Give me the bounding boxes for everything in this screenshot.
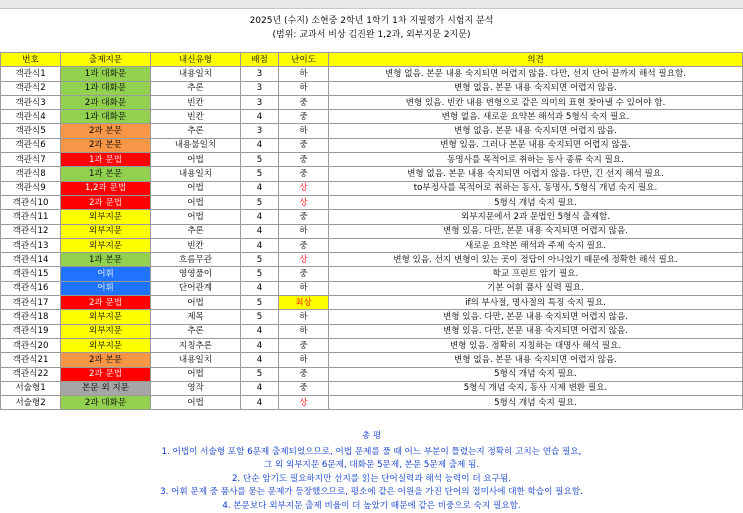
- summary-section: [0, 430, 743, 513]
- question-score: 4: [241, 353, 279, 367]
- table-row: [1, 310, 743, 324]
- question-type: 흐름무관: [151, 253, 241, 267]
- question-score: 4: [241, 181, 279, 195]
- question-level: 중: [279, 153, 329, 167]
- question-type: 어법: [151, 296, 241, 310]
- question-type: 내용일치: [151, 67, 241, 81]
- question-note: 변형 있음. 빈칸 내용 변형으로 같은 의미의 표현 찾아낼 수 있어야 함.: [329, 95, 743, 109]
- question-level: 중: [279, 238, 329, 252]
- table-row: [1, 281, 743, 295]
- question-note: 새로운 요약본 해석과 주제 숙지 필요.: [329, 238, 743, 252]
- question-number: 객관식11: [1, 210, 61, 224]
- question-level: 하: [279, 67, 329, 81]
- question-level: 중: [279, 367, 329, 381]
- question-score: 4: [241, 138, 279, 152]
- question-number: 객관식15: [1, 267, 61, 281]
- question-source: 1과 대화문: [61, 67, 151, 81]
- analysis-table: [0, 52, 743, 410]
- question-level: 하: [279, 224, 329, 238]
- question-level: 상: [279, 181, 329, 195]
- question-score: 4: [241, 396, 279, 410]
- question-note: 동명사를 목적어로 취하는 동사 종류 숙지 필요.: [329, 153, 743, 167]
- question-number: 객관식16: [1, 281, 61, 295]
- header-level: 난이도: [279, 53, 329, 67]
- question-source: 외부지문: [61, 210, 151, 224]
- question-note: 외부지문에서 2과 문법인 5형식 출제함.: [329, 210, 743, 224]
- question-score: 5: [241, 195, 279, 209]
- question-number: 객관식10: [1, 195, 61, 209]
- question-level: 상: [279, 253, 329, 267]
- question-source: 외부지문: [61, 224, 151, 238]
- question-source: 어휘: [61, 267, 151, 281]
- table-row: [1, 296, 743, 310]
- question-level: 상: [279, 195, 329, 209]
- question-type: 단어관계: [151, 281, 241, 295]
- table-row: [1, 153, 743, 167]
- question-score: 5: [241, 310, 279, 324]
- question-level: 하: [279, 324, 329, 338]
- question-type: 어법: [151, 181, 241, 195]
- question-score: 5: [241, 153, 279, 167]
- question-type: 빈칸: [151, 110, 241, 124]
- question-type: 내용불일치: [151, 138, 241, 152]
- question-score: 3: [241, 95, 279, 109]
- question-number: 객관식14: [1, 253, 61, 267]
- question-type: 추론: [151, 324, 241, 338]
- question-level: 중: [279, 110, 329, 124]
- question-type: 내용일치: [151, 353, 241, 367]
- question-type: 추론: [151, 224, 241, 238]
- question-source: 외부지문: [61, 238, 151, 252]
- table-row: [1, 138, 743, 152]
- table-header-row: [1, 53, 743, 67]
- question-level: 중: [279, 267, 329, 281]
- question-level: 하: [279, 353, 329, 367]
- question-note: 변형 없음. 새로운 요약본 해석과 5형식 숙지 필요.: [329, 110, 743, 124]
- question-number: 객관식6: [1, 138, 61, 152]
- question-level: 중: [279, 95, 329, 109]
- question-number: 서술형1: [1, 381, 61, 395]
- table-row: [1, 181, 743, 195]
- question-type: 어법: [151, 367, 241, 381]
- question-note: 학교 프린트 암기 필요.: [329, 267, 743, 281]
- table-row: [1, 95, 743, 109]
- question-note: 변형 있음. 그러나 본문 내용 숙지되면 어렵지 않음.: [329, 138, 743, 152]
- question-number: 객관식22: [1, 367, 61, 381]
- question-source: 2과 본문: [61, 138, 151, 152]
- question-score: 4: [241, 381, 279, 395]
- table-row: [1, 253, 743, 267]
- question-note: 5형식 개념 숙지 필요.: [329, 367, 743, 381]
- spreadsheet-top-strip: [0, 0, 743, 9]
- question-source: 2과 본문: [61, 124, 151, 138]
- question-number: 객관식5: [1, 124, 61, 138]
- question-note: 변형 없음. 본문 내용 숙지되면 어렵지 않음.: [329, 81, 743, 95]
- question-note: 변형 없음. 본문 내용 숙지되면 어렵지 않음. 다만, 긴 선지 해석 필요.: [329, 167, 743, 181]
- question-number: 객관식19: [1, 324, 61, 338]
- question-level: 최상: [279, 296, 329, 310]
- question-source: 2과 문법: [61, 367, 151, 381]
- question-level: 하: [279, 281, 329, 295]
- page-subtitle: (범위: 교과서 비상 김진완 1,2과, 외부지문 2지문): [0, 28, 743, 42]
- question-score: 5: [241, 296, 279, 310]
- summary-line: 3. 어휘 문제 중 품사를 묻는 문제가 등장했으므로, 평소에 같은 어원을 가진 단어의 접미사에 대한 학습이 필요함.: [0, 486, 743, 500]
- question-number: 객관식7: [1, 153, 61, 167]
- question-score: 3: [241, 67, 279, 81]
- header-number: 번호: [1, 53, 61, 67]
- question-score: 4: [241, 338, 279, 352]
- question-note: if의 부사절, 명사절의 특징 숙지 필요.: [329, 296, 743, 310]
- question-source: 2과 대화문: [61, 396, 151, 410]
- question-type: 어법: [151, 396, 241, 410]
- question-note: 기본 어휘 품사 실력 필요.: [329, 281, 743, 295]
- table-row: [1, 81, 743, 95]
- question-source: 1과 대화문: [61, 81, 151, 95]
- question-score: 4: [241, 324, 279, 338]
- question-type: 어법: [151, 195, 241, 209]
- question-number: 서술형2: [1, 396, 61, 410]
- question-level: 중: [279, 381, 329, 395]
- question-note: 변형 없음. 본문 내용 숙지되면 어렵지 않음.: [329, 353, 743, 367]
- question-type: 제목: [151, 310, 241, 324]
- table-row: [1, 338, 743, 352]
- question-type: 추론: [151, 81, 241, 95]
- title-block: [0, 14, 743, 42]
- table-row: [1, 381, 743, 395]
- question-number: 객관식3: [1, 95, 61, 109]
- question-note: 변형 없음. 본문 내용 숙지되면 어렵지 않음. 다만, 선지 단어 끝까지 해석 필요함.: [329, 67, 743, 81]
- summary-line: 그 외 외부지문 6문제, 대화문 5문제, 본문 5문제 출제 됨.: [0, 459, 743, 473]
- question-level: 중: [279, 338, 329, 352]
- question-note: 변형 있음. 정확히 지칭하는 대명사 해석 필요.: [329, 338, 743, 352]
- question-note: 변형 없음. 본문 내용 숙지되면 어렵지 않음.: [329, 124, 743, 138]
- question-note: 변형 있음. 다만, 본문 내용 숙지되면 어렵지 않음.: [329, 310, 743, 324]
- question-level: 상: [279, 396, 329, 410]
- table-row: [1, 367, 743, 381]
- question-source: 외부지문: [61, 338, 151, 352]
- question-note: 5형식 개념 숙지 필요.: [329, 396, 743, 410]
- question-source: 2과 대화문: [61, 95, 151, 109]
- question-number: 객관식20: [1, 338, 61, 352]
- question-source: 1과 본문: [61, 253, 151, 267]
- question-source: 1과 문법: [61, 153, 151, 167]
- question-type: 지칭추론: [151, 338, 241, 352]
- question-source: 2과 문법: [61, 195, 151, 209]
- table-row: [1, 353, 743, 367]
- question-level: 중: [279, 167, 329, 181]
- table-row: [1, 67, 743, 81]
- table-row: [1, 167, 743, 181]
- question-type: 추론: [151, 124, 241, 138]
- question-number: 객관식17: [1, 296, 61, 310]
- question-number: 객관식9: [1, 181, 61, 195]
- question-source: 1과 대화문: [61, 110, 151, 124]
- question-number: 객관식13: [1, 238, 61, 252]
- question-score: 4: [241, 224, 279, 238]
- question-level: 하: [279, 81, 329, 95]
- question-source: 1,2과 문법: [61, 181, 151, 195]
- question-type: 영작: [151, 381, 241, 395]
- question-number: 객관식8: [1, 167, 61, 181]
- question-type: 빈칸: [151, 238, 241, 252]
- question-source: 1과 본문: [61, 167, 151, 181]
- question-score: 3: [241, 124, 279, 138]
- question-type: 영영풀이: [151, 267, 241, 281]
- question-score: 4: [241, 210, 279, 224]
- table-row: [1, 224, 743, 238]
- question-number: 객관식4: [1, 110, 61, 124]
- question-number: 객관식18: [1, 310, 61, 324]
- question-level: 하: [279, 310, 329, 324]
- question-score: 3: [241, 81, 279, 95]
- table-row: [1, 324, 743, 338]
- table-row: [1, 210, 743, 224]
- table-row: [1, 195, 743, 209]
- summary-line: 4. 본문보다 외부지문 출제 비율이 더 높았기 때문에 같은 비중으로 숙지 필요함.: [0, 500, 743, 513]
- header-score: 배점: [241, 53, 279, 67]
- question-score: 4: [241, 238, 279, 252]
- question-number: 객관식2: [1, 81, 61, 95]
- question-source: 외부지문: [61, 310, 151, 324]
- summary-title: 총 평: [0, 430, 743, 444]
- question-source: 2과 본문: [61, 353, 151, 367]
- question-note: 변형 있음. 다만, 본문 내용 숙지되면 어렵지 않음.: [329, 224, 743, 238]
- table-row: [1, 396, 743, 410]
- page-title: 2025년 (수지) 소현중 2학년 1학기 1차 지필평가 시험지 분석: [0, 14, 743, 28]
- question-source: 본문 외 지문: [61, 381, 151, 395]
- question-type: 어법: [151, 153, 241, 167]
- question-note: 변형 있음. 다만, 본문 내용 숙지되면 어렵지 않음.: [329, 324, 743, 338]
- question-type: 빈칸: [151, 95, 241, 109]
- question-note: to부정사를 목적어로 취하는 동사, 동명사, 5형식 개념 숙지 필요.: [329, 181, 743, 195]
- question-score: 5: [241, 367, 279, 381]
- question-score: 5: [241, 267, 279, 281]
- question-source: 2과 문법: [61, 296, 151, 310]
- question-score: 5: [241, 253, 279, 267]
- question-level: 중: [279, 138, 329, 152]
- question-score: 4: [241, 110, 279, 124]
- summary-line: 1. 어법이 서술형 포함 6문제 출제되었으므로, 어법 문제를 풀 때 어느 부분이 틀렸는지 정확히 고치는 연습 필요,: [0, 446, 743, 460]
- question-type: 어법: [151, 210, 241, 224]
- question-number: 객관식12: [1, 224, 61, 238]
- question-type: 내용일치: [151, 167, 241, 181]
- summary-line: 2. 단순 암기도 필요하지만 선지를 읽는 단어실력과 해석 능력이 더 요구됨.: [0, 473, 743, 487]
- question-number: 객관식1: [1, 67, 61, 81]
- question-level: 하: [279, 124, 329, 138]
- question-note: 5형식 개념 숙지 필요.: [329, 195, 743, 209]
- table-row: [1, 124, 743, 138]
- header-note: 의견: [329, 53, 743, 67]
- header-type: 내신유형: [151, 53, 241, 67]
- question-score: 5: [241, 167, 279, 181]
- question-source: 외부지문: [61, 324, 151, 338]
- question-note: 변형 있음. 선지 변형이 있는 곳이 정답이 아니었기 때문에 정확한 해석 필요.: [329, 253, 743, 267]
- table-row: [1, 110, 743, 124]
- question-note: 5형식 개념 숙지, 동사 시제 변환 필요.: [329, 381, 743, 395]
- table-row: [1, 238, 743, 252]
- question-level: 중: [279, 210, 329, 224]
- header-source: 출제지문: [61, 53, 151, 67]
- question-number: 객관식21: [1, 353, 61, 367]
- question-source: 어휘: [61, 281, 151, 295]
- question-score: 4: [241, 281, 279, 295]
- table-row: [1, 267, 743, 281]
